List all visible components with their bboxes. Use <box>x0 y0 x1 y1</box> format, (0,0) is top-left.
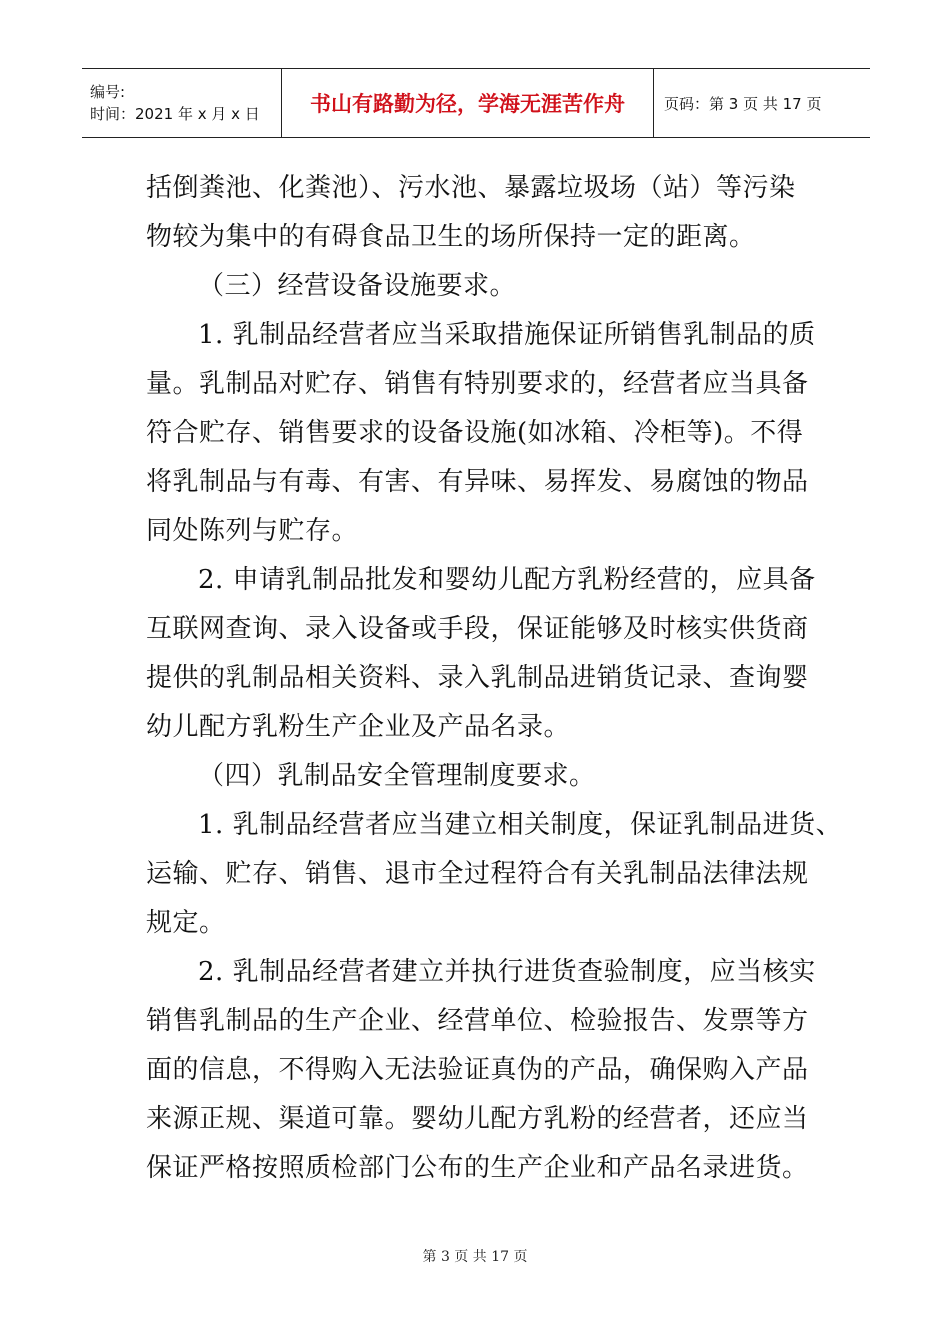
body-line: 1. 乳制品经营者应当建立相关制度，保证乳制品进货、 <box>198 810 843 840</box>
body-line: 提供的乳制品相关资料、录入乳制品进销货记录、查询婴 <box>146 663 809 693</box>
body-line: 来源正规、渠道可靠。婴幼儿配方乳粉的经营者，还应当 <box>146 1104 809 1134</box>
body-line: 幼儿配方乳粉生产企业及产品名录。 <box>146 712 571 742</box>
document-date: 时间：2021 年 x 月 x 日 <box>90 105 260 123</box>
page-footer: 第 3 页 共 17 页 <box>422 1249 528 1265</box>
body-line: 物较为集中的有碍食品卫生的场所保持一定的距离。 <box>146 222 756 252</box>
body-line: 符合贮存、销售要求的设备设施(如冰箱、冷柜等)。不得 <box>146 418 804 448</box>
header-meta <box>82 69 282 137</box>
body-line: 规定。 <box>146 908 226 938</box>
body-line: 同处陈列与贮存。 <box>146 516 359 546</box>
page-header <box>82 68 870 138</box>
body-line: 2. 申请乳制品批发和婴幼儿配方乳粉经营的，应具备 <box>198 565 816 595</box>
header-motto: 书山有路勤为径，学海无涯苦作舟 <box>310 92 625 116</box>
body-line: 面的信息，不得购入无法验证真伪的产品，确保购入产品 <box>146 1055 809 1085</box>
body-line: 括倒粪池、化粪池）、污水池、暴露垃圾场（站）等污染 <box>146 173 796 203</box>
body-line: 销售乳制品的生产企业、经营单位、检验报告、发票等方 <box>146 1006 809 1036</box>
document-number-label: 编号: <box>90 83 126 101</box>
body-line: 2. 乳制品经营者建立并执行进货查验制度，应当核实 <box>198 957 816 987</box>
section-heading: （三）经营设备设施要求。 <box>198 271 517 301</box>
header-page-info: 页码：第 3 页 共 17 页 <box>664 94 822 113</box>
body-line: 保证严格按照质检部门公布的生产企业和产品名录进货。 <box>146 1153 809 1183</box>
body-line: 1. 乳制品经营者应当采取措施保证所销售乳制品的质 <box>198 320 816 350</box>
body-line: 量。乳制品对贮存、销售有特别要求的，经营者应当具备 <box>146 369 809 399</box>
section-heading: （四）乳制品安全管理制度要求。 <box>198 761 596 791</box>
header-motto-cell <box>282 69 654 137</box>
body-line: 将乳制品与有毒、有害、有异味、易挥发、易腐蚀的物品 <box>146 467 809 497</box>
body-line: 运输、贮存、销售、退市全过程符合有关乳制品法律法规 <box>146 859 809 889</box>
header-page-info-cell <box>654 69 870 137</box>
body-line: 互联网查询、录入设备或手段，保证能够及时核实供货商 <box>146 614 809 644</box>
document-body <box>146 164 843 1193</box>
